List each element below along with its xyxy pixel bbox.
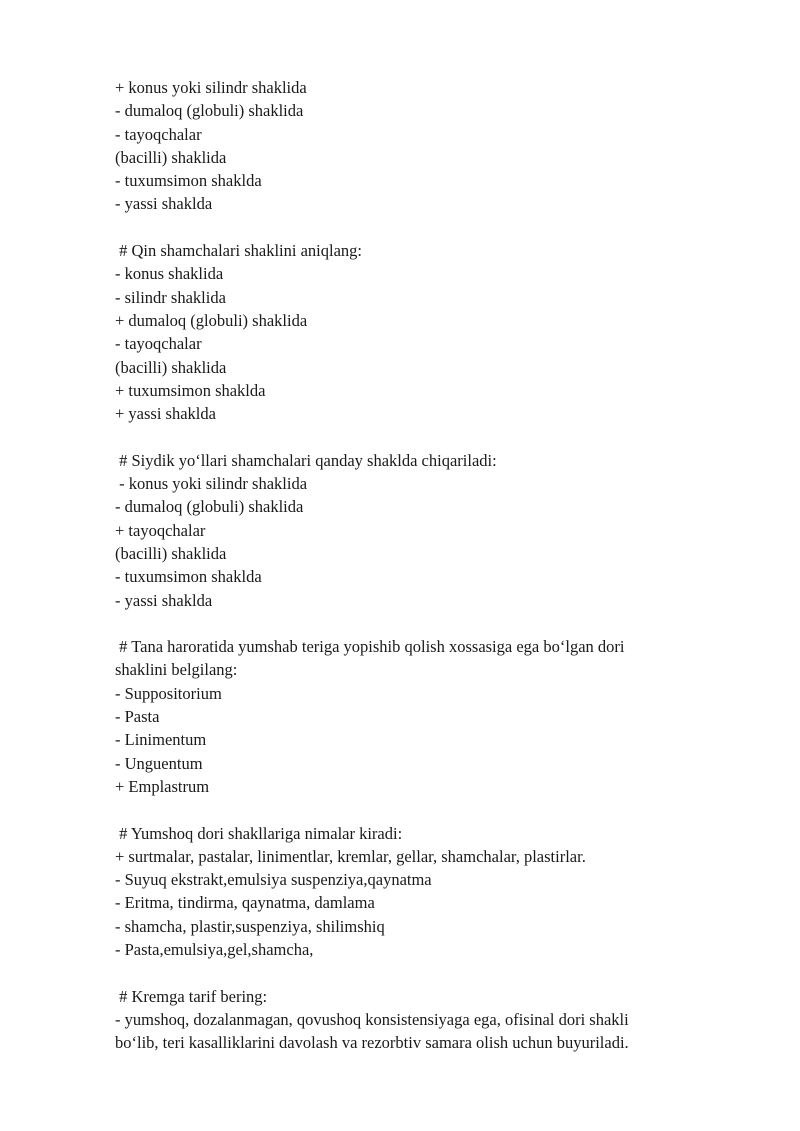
question-text: # Qin shamchalari shaklini aniqlang: [115,241,362,261]
answer-option: - tuxumsimon shakldа [115,171,262,191]
answer-option: - dumaloq (globuli) shaklida [115,497,304,517]
answer-option: - tayoqchalar [115,334,202,354]
answer-option: - konus shaklida [115,264,224,284]
answer-option: - yumshoq, dozalanmagan, qovushoq konsistensiyaga ega, ofisinal dori shakli [115,1009,629,1029]
question-text-continuation: shaklini belgilang: [115,660,238,680]
answer-option-continuation: (bacilli) shaklida [115,147,227,167]
answer-block-1 [115,76,715,216]
answer-option: - dumaloq (globuli) shaklida [115,101,304,121]
answer-option: - Unguentum [115,753,203,773]
answer-option: + tuxumsimon shaklda [115,380,266,400]
answer-option: + tayoqchalar [115,520,206,540]
answer-option-continuation: (bacilli) shaklida [115,357,227,377]
question-block-4 [115,635,715,798]
answer-option: - shamcha, plastir,suspenziya, shilimshiq [115,916,385,936]
answer-option: - Pasta,emulsiya,gel,shamcha, [115,939,314,959]
question-block-6 [115,985,715,1055]
answer-option: - Eritma, tindirma, qaynatma, damlama [115,893,375,913]
answer-option: - Suyuq ekstrakt,emulsiya suspenziya,qaynatma [115,870,432,890]
answer-option: + yassi shaklda [115,404,216,424]
document-text [115,76,715,1054]
answer-option: - silindr shaklida [115,287,226,307]
answer-option: + konus yoki silindr shaklida [115,78,307,97]
answer-option: - yassi shaklda [115,590,213,610]
question-text: # Siydik yo‘llari shamchalari qanday shaklda chiqariladi: [115,450,497,470]
answer-option: - tuxumsimon shaklda [115,567,262,587]
answer-option: - Linimentum [115,730,207,750]
answer-option: - yassi shaklda [115,194,213,214]
answer-option: + surtmalar, pastalar, linimentlar, kremlar, gellar, shamchalar, plastirlar. [115,846,586,866]
question-block-5 [115,822,715,962]
answer-option: - Pasta [115,707,160,727]
answer-option: - Suppositorium [115,683,222,703]
answer-option-continuation: bo‘lib, teri kasalliklarini davolash va rezorbtiv samara olish uchun buyuriladi. [115,1033,629,1053]
question-text: # Tana haroratida yumshab teriga yopishib qolish xossasiga ega bo‘lgan dori [115,637,625,657]
answer-option: - tayoqchalar [115,124,202,144]
answer-option: + dumaloq (globuli) shaklida [115,310,308,330]
answer-option: + Emplastrum [115,776,210,796]
question-block-3 [115,449,715,612]
question-block-2 [115,239,715,425]
question-text: # Kremga tarif bering: [115,986,268,1006]
answer-option-continuation: (bacilli) shaklida [115,543,227,563]
answer-option: - konus yoki silindr shaklida [115,474,308,494]
question-text: # Yumshoq dori shakllariga nimalar kiradi: [115,823,403,843]
